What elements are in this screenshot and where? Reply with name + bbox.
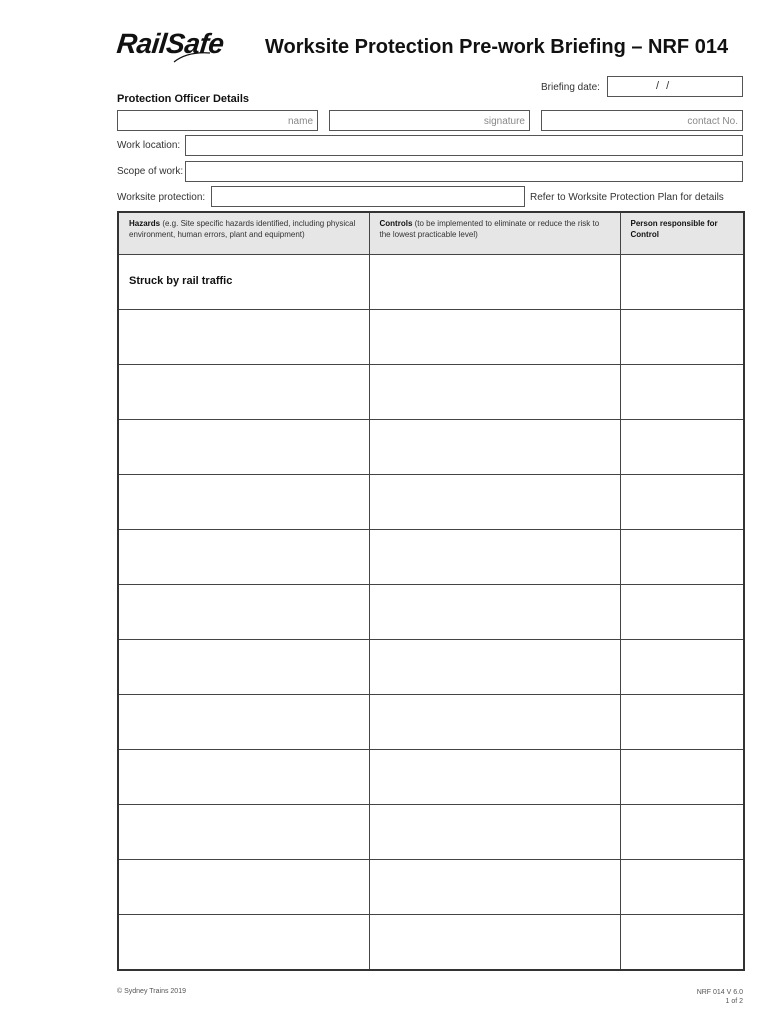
control-cell[interactable]: [369, 365, 620, 420]
control-cell[interactable]: [369, 420, 620, 475]
control-cell[interactable]: [369, 805, 620, 860]
hazard-cell[interactable]: [118, 475, 369, 530]
control-cell[interactable]: [369, 860, 620, 915]
hazards-table: [117, 211, 745, 971]
footer-page-number: 1 of 2: [725, 998, 743, 1005]
person-cell[interactable]: [620, 310, 744, 365]
hazard-cell-text: Struck by rail traffic: [129, 275, 233, 287]
table-row: [118, 255, 744, 310]
hazard-cell[interactable]: [118, 750, 369, 805]
work-location-label: Work location:: [117, 140, 181, 151]
control-cell[interactable]: [369, 255, 620, 310]
officer-signature-field[interactable]: [329, 110, 530, 131]
hazard-cell[interactable]: [118, 805, 369, 860]
footer-version: NRF 014 V 6.0: [696, 989, 743, 996]
officer-contact-field[interactable]: [541, 110, 743, 131]
control-cell[interactable]: [369, 585, 620, 640]
hazard-cell[interactable]: [118, 695, 369, 750]
control-cell[interactable]: [369, 640, 620, 695]
person-cell[interactable]: [620, 420, 744, 475]
page-title: Worksite Protection Pre-work Briefing – NRF 014: [265, 36, 729, 58]
table-row: [118, 860, 744, 915]
table-row: [118, 695, 744, 750]
hazard-cell[interactable]: [118, 420, 369, 475]
hazards-column-header: Hazards (e.g. Site specific hazards identified, including physical environment, human errors, plant and equipment): [118, 212, 369, 255]
officer-name-placeholder: name: [287, 116, 313, 127]
officer-contact-placeholder: contact No.: [687, 116, 738, 127]
hazard-cell[interactable]: [118, 255, 369, 310]
person-cell[interactable]: [620, 915, 744, 971]
hazard-cell[interactable]: [118, 310, 369, 365]
work-location-field[interactable]: [185, 135, 743, 156]
scope-of-work-field[interactable]: [185, 161, 743, 182]
person-cell[interactable]: [620, 860, 744, 915]
person-cell[interactable]: [620, 585, 744, 640]
hazard-cell[interactable]: [118, 640, 369, 695]
briefing-date-field[interactable]: [607, 76, 743, 97]
table-row: [118, 530, 744, 585]
person-cell[interactable]: [620, 640, 744, 695]
table-row: [118, 640, 744, 695]
briefing-date-value: / /: [656, 80, 672, 92]
control-cell[interactable]: [369, 310, 620, 365]
control-cell[interactable]: [369, 695, 620, 750]
hazard-cell[interactable]: [118, 530, 369, 585]
person-cell[interactable]: [620, 750, 744, 805]
control-cell[interactable]: [369, 750, 620, 805]
person-cell[interactable]: [620, 805, 744, 860]
control-cell[interactable]: [369, 530, 620, 585]
table-row: [118, 420, 744, 475]
control-cell[interactable]: [369, 915, 620, 971]
scope-of-work-label: Scope of work:: [117, 166, 184, 177]
table-row: [118, 750, 744, 805]
hazard-cell[interactable]: [118, 365, 369, 420]
person-cell[interactable]: [620, 255, 744, 310]
controls-column-header: Controls (to be implemented to eliminate or reduce the risk to the lowest practicable level): [369, 212, 620, 255]
table-row: [118, 585, 744, 640]
railsafe-logo: RailSafe: [115, 28, 226, 59]
person-cell[interactable]: [620, 695, 744, 750]
logo-swoosh-icon: [172, 50, 212, 64]
person-cell[interactable]: [620, 530, 744, 585]
footer-copyright: © Sydney Trains 2019: [117, 988, 186, 995]
hazard-cell[interactable]: [118, 915, 369, 971]
hazard-cell[interactable]: [118, 585, 369, 640]
control-cell[interactable]: [369, 475, 620, 530]
officer-signature-placeholder: signature: [483, 116, 525, 127]
briefing-date-label: Briefing date:: [541, 82, 600, 93]
footer-version-info: [697, 988, 743, 1006]
worksite-protection-label: Worksite protection:: [117, 192, 206, 203]
protection-officer-heading: Protection Officer Details: [117, 93, 250, 105]
hazard-cell[interactable]: [118, 860, 369, 915]
table-row: [118, 915, 744, 971]
table-row: [118, 805, 744, 860]
officer-name-field[interactable]: [117, 110, 318, 131]
person-cell[interactable]: [620, 475, 744, 530]
table-row: [118, 365, 744, 420]
table-row: [118, 475, 744, 530]
table-header-row: [118, 212, 744, 255]
table-row: [118, 310, 744, 365]
worksite-protection-field[interactable]: [211, 186, 525, 207]
person-responsible-column-header: Person responsible for Control: [620, 212, 744, 255]
protection-plan-note: Refer to Worksite Protection Plan for details: [530, 192, 724, 203]
person-cell[interactable]: [620, 365, 744, 420]
